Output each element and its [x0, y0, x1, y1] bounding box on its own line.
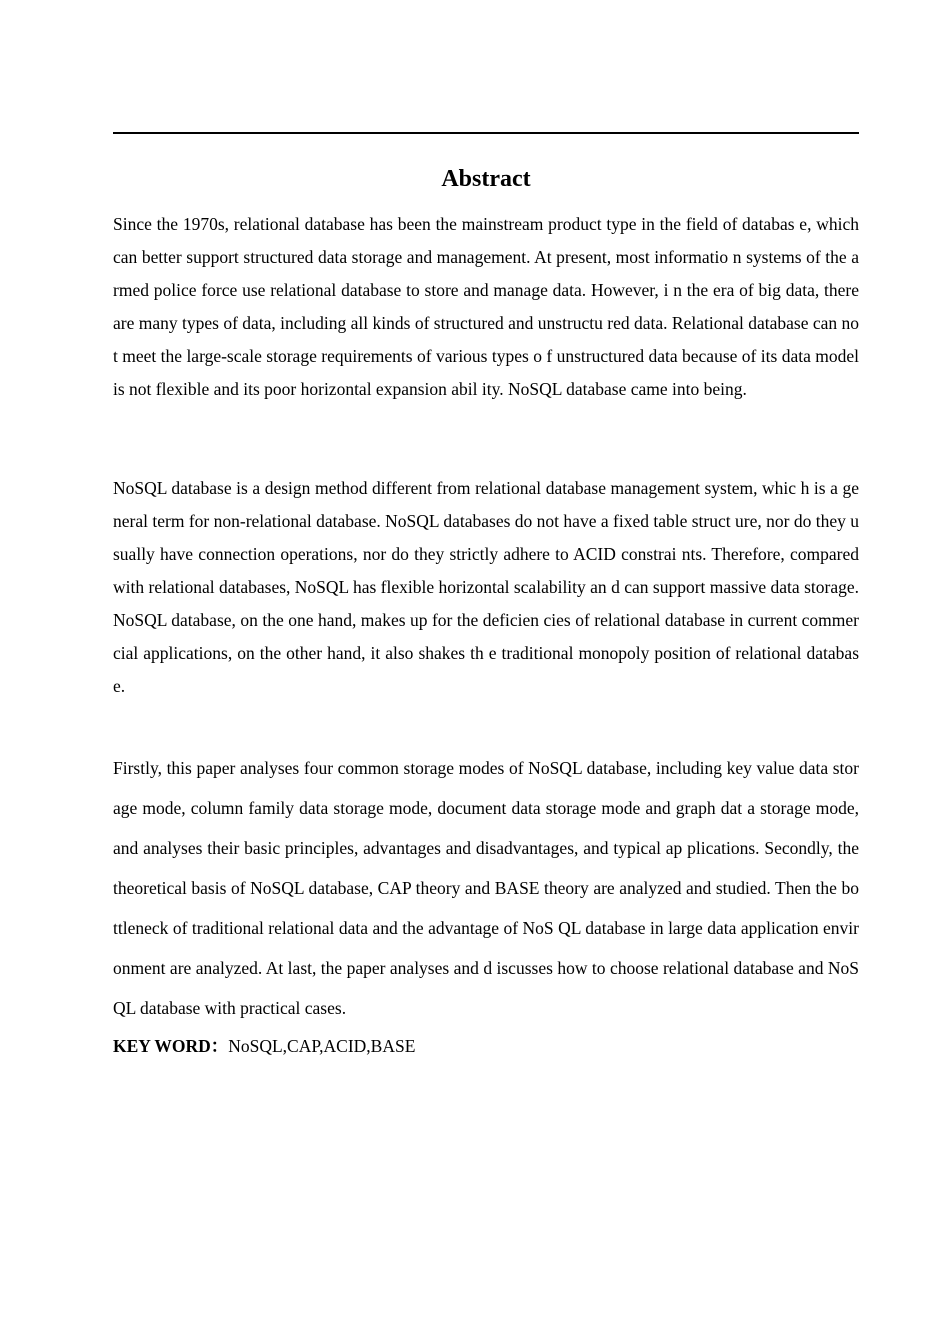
abstract-paragraph-3: Firstly, this paper analyses four common storage modes of NoSQL database, including key value data storage mode, column family data storage mode, document data storage mode and graph dat a storage mode, and analyses their basic principles, advantages and disadvantages, and typical ap plications. Secondly, the theoretical basis of NoSQL database, CAP theory and BASE theory are analyzed and studied. Then the bottleneck of traditional relational data and the advantage of NoS QL database in large data application environment are analyzed. At last, the paper analyses and d iscusses how to choose relational database and NoSQL database with practical cases. [113, 758, 859, 1018]
abstract-paragraph-2: NoSQL database is a design method different from relational database management system, whic h is a general term for non-relational database. NoSQL databases do not have a fixed table struct ure, nor do they usually have connection operations, nor do they strictly adhere to ACID constrai nts. Therefore, compared with relational databases, NoSQL has flexible horizontal scalability an d can support massive data storage. NoSQL database, on the one hand, makes up for the deficien cies of relational database in current commercial applications, on the other hand, it also shakes th e traditional monopoly position of relational database. [113, 478, 859, 696]
abstract-paragraph-1: Since the 1970s, relational database has been the mainstream product type in the field of databas e, which can better support structured data storage and management. At present, most informatio n systems of the armed police force use relational database to store and manage data. However, i n the era of big data, there are many types of data, including all kinds of structured and unstructu red data. Relational database can not meet the large-scale storage requirements of various types o f unstructured data because of its data model is not flexible and its poor horizontal expansion abil ity. NoSQL database came into being. [113, 214, 859, 399]
abstract-title: Abstract [441, 166, 531, 192]
keywords-value: NoSQL,CAP,ACID,BASE [228, 1036, 416, 1056]
header-rule [113, 132, 859, 134]
keywords-label: KEY WORD： [113, 1036, 229, 1056]
keywords-line [113, 1030, 859, 1062]
